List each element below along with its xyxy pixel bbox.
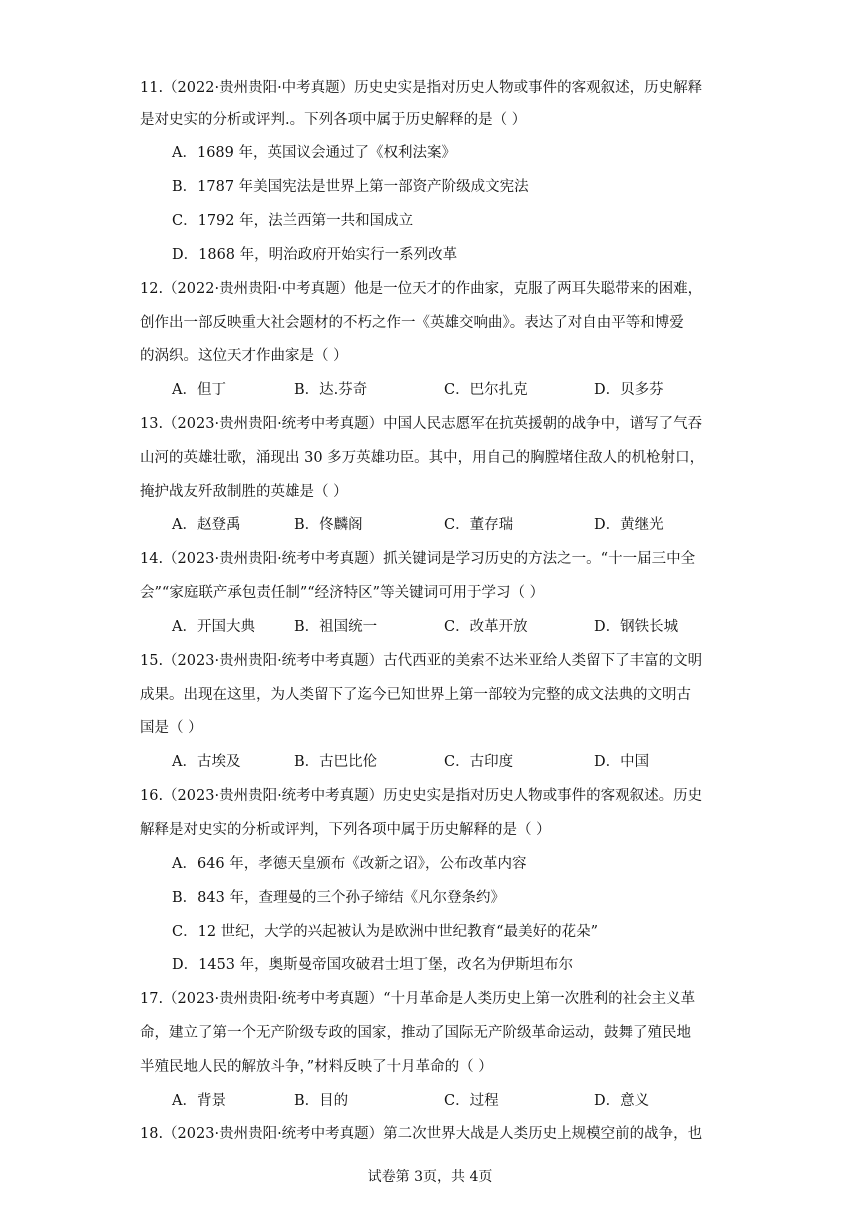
question-11-option-c: C．1792 年，法兰西第一共和国成立 (172, 213, 414, 229)
question-12-options (172, 378, 732, 400)
question-17-option-a: A．背景 (172, 1093, 226, 1109)
question-14-option-a: A．开国大典 (172, 619, 255, 635)
question-16-text: 16.（2023·贵州贵阳·统考中考真题）历史史实是指对历史人物或事件的客观叙述。历史 (140, 788, 703, 804)
question-15-option-b: B．古巴比伦 (294, 754, 378, 770)
question-17-options (172, 1089, 732, 1111)
question-16-option-b: B．843 年，查理曼的三个孙子缔结《凡尔登条约》 (172, 890, 505, 906)
question-15-text-cont: 成果。出现在这里，为人类留下了迄今已知世界上第一部较为完整的成文法典的文明古 (140, 687, 691, 703)
question-11-text-cont: 是对史实的分析或评判.。下列各项中属于历史解释的是（ ） (140, 112, 527, 128)
question-17-text-cont: 半殖民地人民的解放斗争，”材料反映了十月革命的（ ） (140, 1059, 493, 1075)
question-13-option-d: D．黄继光 (594, 517, 664, 533)
question-17-option-b: B．目的 (294, 1093, 349, 1109)
question-12-option-c: C．巴尔扎克 (444, 382, 528, 398)
question-11-option-b: B．1787 年美国宪法是世界上第一部资产阶级成文宪法 (172, 179, 529, 195)
question-17-text-cont: 命，建立了第一个无产阶级专政的国家，推动了国际无产阶级革命运动，鼓舞了殖民地 (140, 1025, 691, 1041)
question-15-option-c: C．古印度 (444, 754, 514, 770)
question-12-text: 12.（2022·贵州贵阳·中考真题）他是一位天才的作曲家，克服了两耳失聪带来的困难， (140, 281, 703, 297)
question-16-option-d: D．1453 年，奥斯曼帝国攻破君士坦丁堡，改名为伊斯坦布尔 (172, 957, 574, 973)
question-17-option-d: D．意义 (594, 1093, 650, 1109)
question-15-text-cont: 国是（ ） (140, 720, 203, 736)
question-11-option-d: D．1868 年，明治政府开始实行一系列改革 (172, 247, 458, 263)
question-17-text: 17.（2023·贵州贵阳·统考中考真题）“十月革命是人类历史上第一次胜利的社会主义革 (140, 991, 696, 1007)
question-12-text-cont: 的涡织。这位天才作曲家是（ ） (140, 348, 348, 364)
question-13-text: 13.（2023·贵州贵阳·统考中考真题）中国人民志愿军在抗英援朝的战争中，谱写了气吞 (140, 416, 703, 432)
question-14-option-b: B．祖国统一 (294, 619, 378, 635)
question-14-text: 14.（2023·贵州贵阳·统考中考真题）抓关键词是学习历史的方法之一。“十一届三中全 (140, 551, 696, 567)
question-16-text-cont: 解释是对史实的分析或评判，下列各项中属于历史解释的是（ ） (140, 822, 551, 838)
page-footer: 试卷第 3页，共 4页 (367, 1169, 493, 1185)
question-12-option-b: B．达.芬奇 (294, 382, 368, 398)
question-13-option-a: A．赵登禹 (172, 517, 241, 533)
question-14-options (172, 615, 732, 637)
question-18-text: 18.（2023·贵州贵阳·统考中考真题）第二次世界大战是人类历史上规模空前的战争，也 (140, 1126, 703, 1142)
question-11-option-a: A．1689 年，英国议会通过了《权利法案》 (172, 145, 456, 161)
question-15-options (172, 750, 732, 772)
question-15-option-a: A．古埃及 (172, 754, 241, 770)
question-12-text-cont: 创作出一部反映重大社会题材的不朽之作一《英雄交响曲》。表达了对自由平等和博爱 (140, 315, 684, 331)
question-11-text: 11.（2022·贵州贵阳·中考真题）历史史实是指对历史人物或事件的客观叙述，历史解释 (140, 80, 703, 96)
question-13-text-cont: 山河的英雄壮歌，涌现出 30 多万英雄功臣。其中，用自己的胸膛堵住敌人的机枪射口， (140, 450, 705, 466)
question-13-option-c: C．董存瑞 (444, 517, 514, 533)
question-12-option-d: D．贝多芬 (594, 382, 664, 398)
question-13-option-b: B．佟麟阁 (294, 517, 363, 533)
question-15-text: 15.（2023·贵州贵阳·统考中考真题）古代西亚的美索不达米亚给人类留下了丰富的文明 (140, 653, 703, 669)
question-13-options (172, 513, 732, 535)
question-12-option-a: A．但丁 (172, 382, 226, 398)
question-17-option-c: C．过程 (444, 1093, 499, 1109)
question-16-option-a: A．646 年，孝德天皇颁布《改新之诏》，公布改革内容 (172, 856, 527, 872)
question-15-option-d: D．中国 (594, 754, 650, 770)
question-13-text-cont: 掩护战友歼敌制胜的英雄是（ ） (140, 484, 348, 500)
question-14-option-d: D．钢铁长城 (594, 619, 679, 635)
question-14-option-c: C．改革开放 (444, 619, 528, 635)
question-16-option-c: C．12 世纪，大学的兴起被认为是欧洲中世纪教育“最美好的花朵” (172, 924, 598, 940)
question-14-text-cont: 会”“家庭联产承包责任制”“经济特区”等关键词可用于学习（ ） (140, 585, 545, 601)
